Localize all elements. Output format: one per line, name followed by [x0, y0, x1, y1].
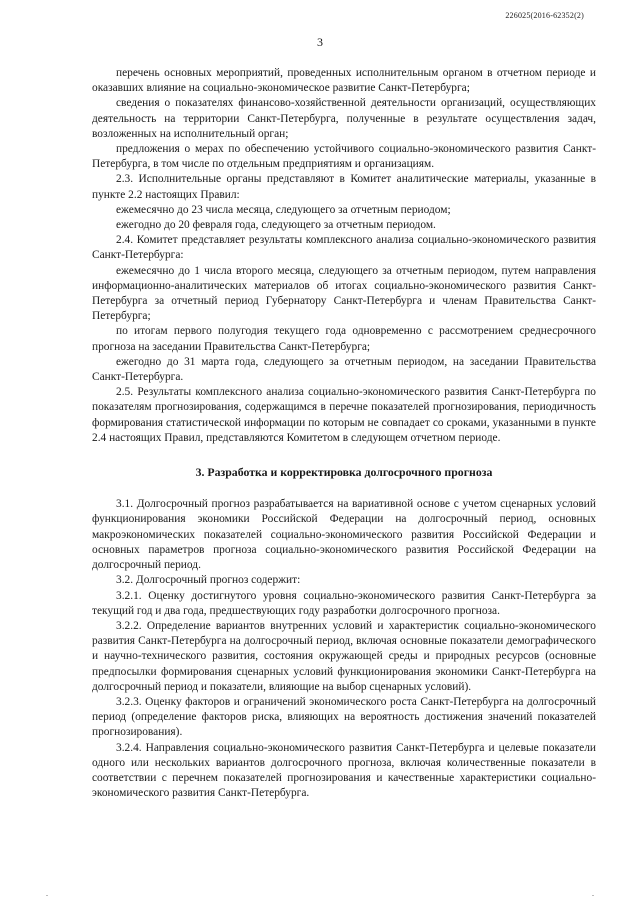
- scan-edge-marks: [46, 895, 594, 899]
- paragraph: ежемесячно до 23 числа месяца, следующего за отчетным периодом;: [116, 203, 451, 216]
- paragraph: 2.5. Результаты комплексного анализа социально-экономического развития Санкт-Петербурга по показателям прогнозирования, содержащимся в перечне показателей прогнозирования, периодичность формирования статистической информации по которым не совпадает со сроками, указанными в пункте 2.4 настоящих Правил, представляются Комитетом в следующем отчетном периоде.: [92, 386, 596, 444]
- section-paragraph: 3.1. Долгосрочный прогноз разрабатывается на вариативной основе с учетом сценарных условий функционирования экономики Российской Федерации на долгосрочный период, основных макроэкономических показателей социально-экономического развития Российской Федерации и основных параметров прогноза социально-экономического развития Российской Федерации на долгосрочный период.: [92, 498, 596, 572]
- paragraph: 2.3. Исполнительные органы представляют в Комитет аналитические материалы, указанные в пункте 2.2 настоящих Правил:: [92, 173, 596, 201]
- paragraph: по итогам первого полугодия текущего года одновременно с рассмотрением среднесрочного прогноза на заседании Правительства Санкт-Петербурга;: [92, 325, 596, 353]
- scan-mark: [46, 895, 48, 896]
- paragraph: сведения о показателях финансово-хозяйственной деятельности организаций, осуществляющих деятельность на территории Санкт-Петербурга, полученные в результате осуществления задач, возложенных на исполнительный орган;: [92, 97, 596, 140]
- section-paragraph: 3.2.1. Оценку достигнутого уровня социально-экономического развития Санкт-Петербурга за текущий год и два года, предшествующих году разработки долгосрочного прогноза.: [92, 589, 596, 617]
- paragraph: перечень основных мероприятий, проведенных исполнительным органом в отчетном периоде и оказавших влияние на социально-экономическое развитие Санкт-Петербурга;: [92, 67, 596, 95]
- page-number: 3: [317, 35, 323, 49]
- paragraph: ежегодно до 20 февраля года, следующего за отчетным периодом.: [116, 219, 436, 232]
- document-body: [92, 66, 596, 801]
- paragraph: ежемесячно до 1 числа второго месяца, следующего за отчетным периодом, путем направления информационно-аналитических материалов об итогах социально-экономического развития Санкт-Петербурга за отчетный период Губернатору Санкт-Петербурга и членам Правительства Санкт-Петербурга;: [92, 264, 596, 323]
- scan-mark: [592, 895, 594, 896]
- section-paragraph: 3.2.3. Оценку факторов и ограничений экономического роста Санкт-Петербурга на долгосрочный период (определение факторов риска, влияющих на вероятность достижения значений показателей прогнозирования).: [92, 695, 596, 739]
- section-paragraph: 3.2.2. Определение вариантов внутренних условий и характеристик социально-экономического развития Санкт-Петербурга на долгосрочный период, включая основные показатели демографического и научно-технического развития, состояния окружающей среды и природных ресурсов (основные предпосылки формирования сценарных условий функционирования экономики Санкт-Петербурга на долгосрочный период и показатели, влияющие на выбор сценарных условий).: [92, 619, 596, 693]
- section-paragraph: 3.2. Долгосрочный прогноз содержит:: [116, 574, 301, 587]
- paragraph: ежегодно до 31 марта года, следующего за отчетным периодом, на заседании Правительства Санкт-Петербурга.: [92, 355, 596, 384]
- paragraph: предложения о мерах по обеспечению устойчивого социально-экономического развития Санкт-Петербурга, в том числе по отдельным предприятиям и организациям.: [92, 143, 596, 171]
- paragraph: 2.4. Комитет представляет результаты комплексного анализа социально-экономического развития Санкт-Петербурга:: [92, 234, 596, 262]
- document-id: 226025(2016-62352(2): [505, 11, 584, 20]
- section-paragraph: 3.2.4. Направления социально-экономического развития Санкт-Петербурга и целевые показатели одного или нескольких вариантов долгосрочного прогноза, включая количественные показатели в соответствии с перечнем показателей прогнозирования и качественные характеристики социально-экономического развития Санкт-Петербурга.: [92, 741, 596, 800]
- section-heading: 3. Разработка и корректировка долгосрочного прогноза: [195, 465, 493, 480]
